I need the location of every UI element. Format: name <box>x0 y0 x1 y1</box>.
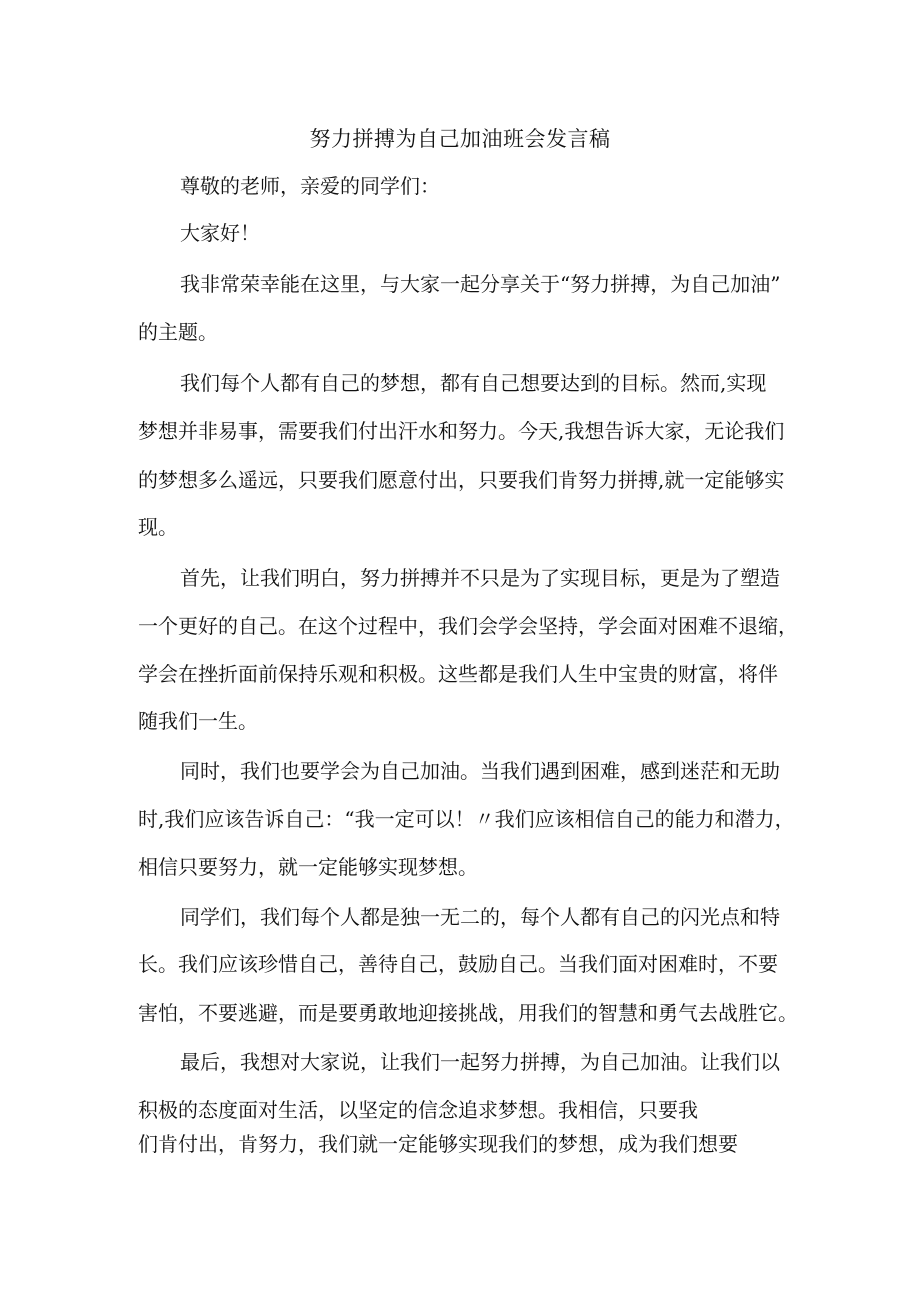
paragraph-4-line-3: 相信只要努力，就一定能够实现梦想。 <box>138 855 478 879</box>
salutation: 尊敬的老师，亲爱的同学们： <box>180 174 440 198</box>
paragraph-2-line-3: 的梦想多么遥远，只要我们愿意付出，只要我们肯努力拼搏,就一定能够实 <box>138 468 785 492</box>
paragraph-3-line-1: 首先，让我们明白，努力拼搏并不只是为了实现目标，更是为了塑造 <box>180 566 780 590</box>
paragraph-4-line-2: 时,我们应该告诉自己：“我一定可以！〃我们应该相信自己的能力和潜力， <box>138 807 795 831</box>
paragraph-5-line-2: 长。我们应该珍惜自己，善待自己，鼓励自己。当我们面对困难时，不要 <box>138 952 778 976</box>
paragraph-3-line-4: 随我们一生。 <box>138 709 258 733</box>
paragraph-4-line-1: 同时，我们也要学会为自己加油。当我们遇到困难，感到迷茫和无助 <box>180 759 780 783</box>
paragraph-2-line-4: 现。 <box>138 515 178 539</box>
paragraph-2-line-1: 我们每个人都有自己的梦想，都有自己想要达到的目标。然而,实现 <box>180 371 767 395</box>
paragraph-3-line-3: 学会在挫折面前保持乐观和积极。这些都是我们人生中宝贵的财富，将伴 <box>138 662 778 686</box>
paragraph-3-line-2: 一个更好的自己。在这个过程中，我们会学会坚持，学会面对困难不退缩， <box>138 614 798 638</box>
paragraph-5-line-1: 同学们，我们每个人都是独一无二的，每个人都有自己的闪光点和特 <box>180 905 780 929</box>
document-title: 努力拼搏为自己加油班会发言稿 <box>309 127 611 151</box>
paragraph-1-line-2: 的主题。 <box>138 320 218 344</box>
paragraph-6-line-3: 们肯付出，肯努力，我们就一定能够实现我们的梦想，成为我们想要 <box>138 1132 738 1156</box>
greeting: 大家好！ <box>180 221 260 245</box>
paragraph-6-line-1: 最后，我想对大家说，让我们一起努力拼搏，为自己加油。让我们以 <box>180 1050 780 1074</box>
paragraph-2-line-2: 梦想并非易事，需要我们付出汗水和努力。今天,我想告诉大家，无论我们 <box>138 419 785 443</box>
paragraph-5-line-3: 害怕，不要逃避，而是要勇敢地迎接挑战，用我们的智慧和勇气去战胜它。 <box>138 1001 798 1025</box>
paragraph-6-line-2: 积极的态度面对生活，以坚定的信念追求梦想。我相信，只要我 <box>138 1098 698 1122</box>
paragraph-1-line-1: 我非常荣幸能在这里，与大家一起分享关于“努力拼搏，为自己加油” <box>180 272 781 296</box>
